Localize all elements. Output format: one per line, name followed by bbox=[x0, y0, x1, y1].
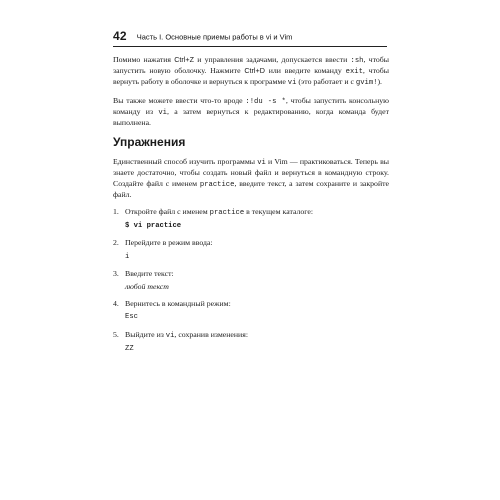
exercise-steps bbox=[113, 207, 389, 354]
inline-code: vi bbox=[257, 159, 266, 168]
step-number: 2. bbox=[113, 238, 119, 248]
list-item bbox=[113, 330, 389, 354]
text: или введите команду bbox=[264, 66, 346, 76]
inline-code: :!du -s * bbox=[245, 97, 286, 106]
step-row bbox=[113, 269, 389, 279]
text: и Vim — практиковаться. Теперь вы знаете достаточно, чтобы создать новый файл и вернуться в командную строку. Создайте файл с именем bbox=[113, 157, 389, 188]
page-number: 42 bbox=[113, 29, 127, 43]
inline-code: practice bbox=[209, 209, 245, 218]
step-row bbox=[113, 330, 389, 341]
list-item bbox=[113, 299, 389, 322]
paragraph-1 bbox=[113, 55, 389, 89]
step-text bbox=[125, 207, 389, 218]
text: в текущем каталоге: bbox=[244, 207, 313, 217]
step-row bbox=[113, 207, 389, 218]
step-text bbox=[125, 330, 389, 341]
code-sample: Esc bbox=[125, 313, 138, 322]
running-head: Часть I. Основные приемы работы в vi и Vim bbox=[136, 32, 293, 41]
text: , чтобы запустить консольную команду из bbox=[113, 95, 390, 116]
paragraph-2 bbox=[113, 96, 389, 129]
text: , чтобы запустить новую оболочку. Нажмите bbox=[113, 55, 389, 76]
page-content bbox=[113, 55, 389, 361]
text: ). bbox=[377, 77, 382, 87]
text: , а затем вернуться к редактированию, когда команда будет выполнена. bbox=[113, 106, 389, 128]
inline-code: vi bbox=[165, 331, 175, 340]
step-text: Перейдите в режим ввода: bbox=[125, 238, 213, 248]
step-number: 1. bbox=[113, 207, 119, 217]
text: Помимо нажатия bbox=[113, 55, 175, 64]
step-number: 3. bbox=[113, 268, 119, 278]
text: Выйдите из bbox=[125, 329, 166, 339]
inline-code: gvim! bbox=[355, 79, 378, 88]
inline-code: practice bbox=[199, 180, 235, 189]
section-intro bbox=[113, 157, 389, 200]
code-sample: любой текст bbox=[125, 282, 169, 292]
code-sample: i bbox=[125, 252, 130, 261]
text: Вы также можете ввести что-то вроде bbox=[113, 95, 246, 105]
step-text: Вернитесь в командный режим: bbox=[125, 299, 231, 309]
step-number: 4. bbox=[113, 299, 119, 309]
step-number: 5. bbox=[113, 329, 119, 339]
text: , введите текст, а затем сохраните и закройте файл. bbox=[113, 178, 389, 199]
code-sample: $ vi practice bbox=[125, 222, 182, 231]
list-item bbox=[113, 269, 389, 292]
page-header bbox=[113, 29, 387, 47]
code-sample: ZZ bbox=[125, 344, 134, 353]
inline-code: exit bbox=[345, 68, 363, 77]
step-row bbox=[113, 299, 389, 309]
text: , чтобы вернуть работу в оболочке и вернуться к программе bbox=[113, 66, 389, 87]
section-title: Упражнения bbox=[113, 135, 186, 150]
inline-code: :sh bbox=[350, 57, 364, 65]
step-row bbox=[113, 238, 389, 248]
text: и управления задачами, допускается ввести bbox=[194, 55, 351, 64]
text: , сохранив изменения: bbox=[174, 329, 248, 339]
inline-code: vi bbox=[287, 79, 297, 88]
text: (это работает и с bbox=[296, 77, 356, 87]
text: Единственный способ изучить программы bbox=[113, 157, 258, 167]
key-combo: Ctrl+Z bbox=[174, 55, 194, 64]
step-text: Введите текст: bbox=[125, 268, 174, 278]
text: Откройте файл с именем bbox=[125, 207, 210, 217]
key-combo: Ctrl+D bbox=[244, 66, 265, 76]
inline-code: vi bbox=[158, 108, 167, 117]
list-item bbox=[113, 207, 389, 231]
list-item bbox=[113, 238, 389, 261]
